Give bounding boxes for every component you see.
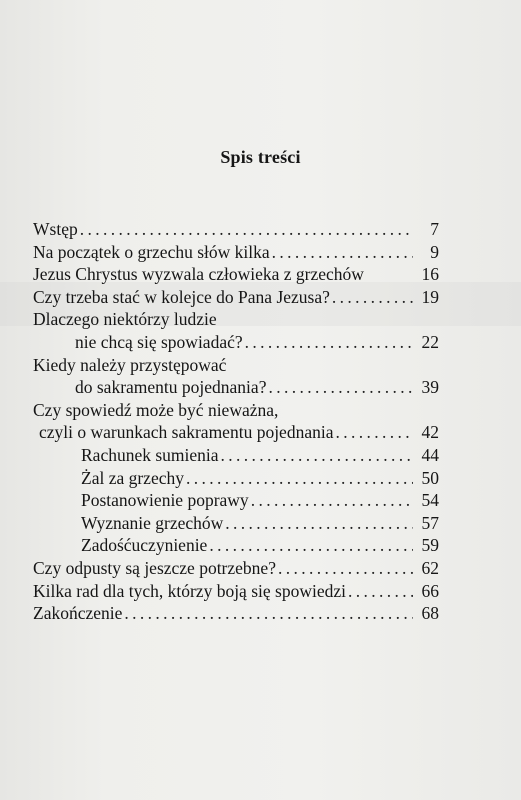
toc-leader-dots xyxy=(335,421,413,444)
toc-leader-dots xyxy=(245,331,413,354)
toc-entry-page: 68 xyxy=(421,603,439,624)
toc-entry xyxy=(33,286,439,309)
toc-entry-label: Postanowienie poprawy xyxy=(81,490,249,511)
toc-entry-label: Zakończenie xyxy=(33,603,123,624)
toc-entry xyxy=(33,557,439,580)
toc-entry-page: 62 xyxy=(421,557,439,578)
toc-entry-label: Dlaczego niektórzy ludzie xyxy=(33,309,217,330)
toc-entry-label: Jezus Chrystus wyzwala człowieka z grzechów xyxy=(33,264,364,285)
toc-entry-page: 44 xyxy=(421,444,439,465)
toc-entry xyxy=(33,399,439,422)
toc-leader-dots xyxy=(221,444,413,467)
toc-entry xyxy=(33,308,439,331)
toc-entry-page: 50 xyxy=(421,467,439,488)
toc-leader-dots xyxy=(186,467,413,490)
toc-entry xyxy=(33,263,439,286)
toc-entry xyxy=(33,218,439,241)
toc-entry-label: Na początek o grzechu słów kilka xyxy=(33,241,270,262)
toc-entry-label: Czy odpusty są jeszcze potrzebne? xyxy=(33,557,276,578)
toc-entry xyxy=(33,331,439,354)
toc-entry-label: Czy spowiedź może być nieważna, xyxy=(33,399,279,420)
toc-leader-dots xyxy=(80,218,413,241)
toc-entry-page: 42 xyxy=(421,422,439,443)
toc-entry-label: do sakramentu pojednania? xyxy=(75,377,267,398)
toc-entry xyxy=(33,467,439,490)
toc-entry xyxy=(33,241,439,264)
toc-entry-label: Kiedy należy przystępować xyxy=(33,354,227,375)
toc-entry-label: Kilka rad dla tych, którzy boją się spowiedzi xyxy=(33,580,346,601)
page-title: Spis treści xyxy=(220,147,301,167)
toc-entry xyxy=(33,376,439,399)
toc-entry-label: Zadośćuczynienie xyxy=(81,535,208,556)
toc-entry-label: Wyznanie grzechów xyxy=(81,512,224,533)
toc-entry-page: 19 xyxy=(421,286,439,307)
toc-entry-page: 16 xyxy=(421,264,439,285)
toc-entry xyxy=(33,421,439,444)
toc-entry-page: 54 xyxy=(421,490,439,511)
toc-entry-label: nie chcą się spowiadać? xyxy=(75,331,243,352)
table-of-contents xyxy=(33,218,439,625)
toc-entry xyxy=(33,534,439,557)
toc-entry-page: 57 xyxy=(421,512,439,533)
toc-leader-dots xyxy=(124,602,413,625)
toc-leader-dots xyxy=(225,512,413,535)
toc-entry-page: 7 xyxy=(430,219,439,239)
toc-entry-label: Wstęp xyxy=(33,219,78,239)
toc-entry-label: Żal za grzechy xyxy=(81,467,184,488)
toc-leader-dots xyxy=(348,580,413,603)
toc-leader-dots xyxy=(268,376,413,399)
toc-entry-page: 66 xyxy=(421,580,439,601)
toc-entry-page: 9 xyxy=(430,241,439,262)
toc-entry-page: 39 xyxy=(421,377,439,398)
toc-entry xyxy=(33,602,439,625)
toc-leader-dots xyxy=(209,534,413,557)
toc-leader-dots xyxy=(251,489,413,512)
toc-entry-label: Czy trzeba stać w kolejce do Pana Jezusa? xyxy=(33,286,330,307)
toc-entry xyxy=(33,444,439,467)
toc-leader-dots xyxy=(332,286,413,309)
toc-entry xyxy=(33,354,439,377)
toc-leader-dots xyxy=(272,241,413,264)
toc-entry xyxy=(33,489,439,512)
toc-entry-page: 59 xyxy=(421,535,439,556)
toc-entry xyxy=(33,580,439,603)
toc-entry-label: Rachunek sumienia xyxy=(81,444,219,465)
toc-entry-page: 22 xyxy=(421,331,439,352)
toc-entry-label: czyli o warunkach sakramentu pojednania xyxy=(39,422,334,443)
toc-entry xyxy=(33,512,439,535)
toc-leader-dots xyxy=(278,557,413,580)
